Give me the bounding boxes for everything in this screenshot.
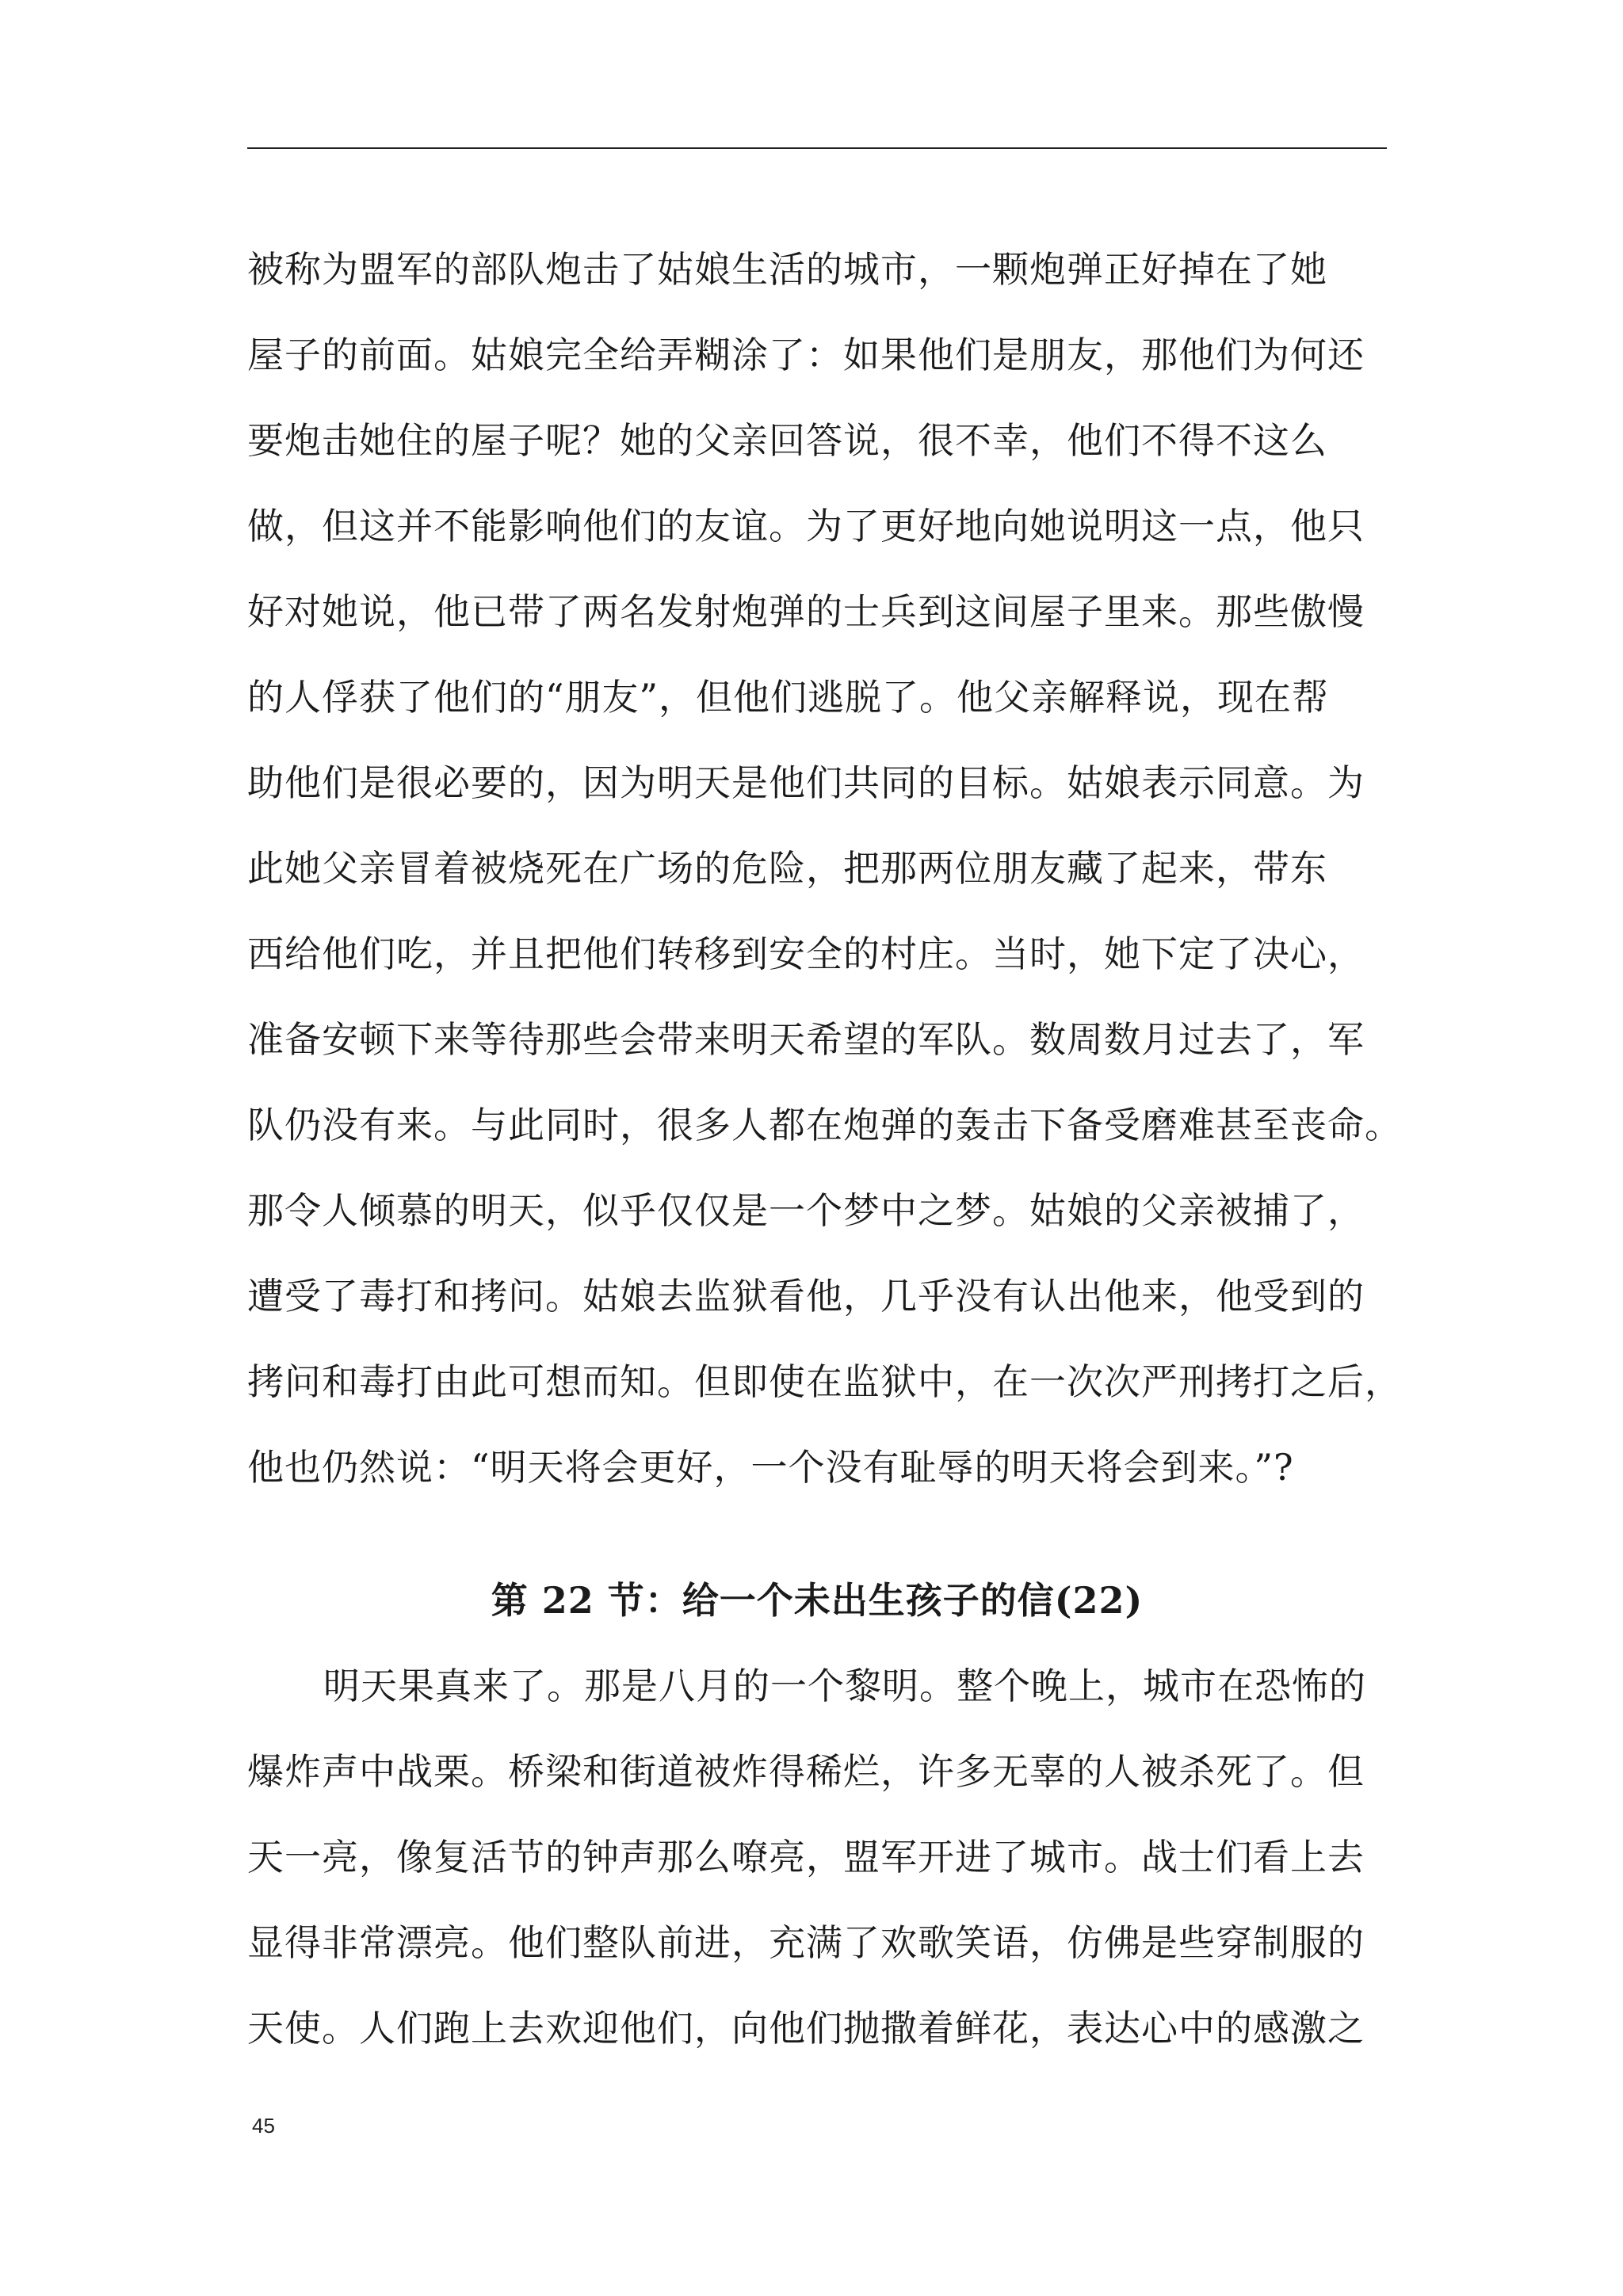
text-line: 西给他们吃，并且把他们转移到安全的村庄。当时，她下定了决心， (247, 933, 1365, 975)
section-heading: 第 22 节：给一个未出生孩子的信(22) (491, 1579, 1144, 1622)
text-line: 做，但这并不能影响他们的友谊。为了更好地向她说明这一点，他只 (247, 505, 1365, 547)
text-line: 遭受了毒打和拷问。姑娘去监狱看他，几乎没有认出他来，他受到的 (247, 1275, 1365, 1318)
text-line: 屋子的前面。姑娘完全给弄糊涂了：如果他们是朋友，那他们为何还 (247, 334, 1365, 376)
text-line: 显得非常漂亮。他们整队前进，充满了欢歌笑语，仿佛是些穿制服的 (247, 1921, 1365, 1964)
text-line: 队仍没有来。与此同时，很多人都在炮弹的轰击下备受磨难甚至丧命。 (247, 1104, 1402, 1146)
text-line: 天使。人们跑上去欢迎他们，向他们抛撒着鲜花，表达心中的感激之 (247, 2007, 1365, 2050)
text-line: 要炮击她住的屋子呢？她的父亲回答说，很不幸，他们不得不这么 (247, 419, 1327, 462)
text-line: 那令人倾慕的明天，似乎仅仅是一个梦中之梦。姑娘的父亲被捕了， (247, 1189, 1365, 1232)
text-line: 的人俘获了他们的“朋友”，但他们逃脱了。他父亲解释说，现在帮 (247, 676, 1330, 719)
text-line: 天一亮，像复活节的钟声那么嘹亮，盟军开进了城市。战士们看上去 (247, 1836, 1365, 1878)
text-line: 被称为盟军的部队炮击了姑娘生活的城市，一颗炮弹正好掉在了她 (247, 248, 1327, 291)
header-rule (247, 147, 1387, 149)
text-line: 他也仍然说：“明天将会更好，一个没有耻辱的明天将会到来。”? (247, 1446, 1294, 1489)
text-line: 此她父亲冒着被烧死在广场的危险，把那两位朋友藏了起来，带东 (247, 847, 1327, 890)
text-line: 助他们是很必要的，因为明天是他们共同的目标。姑娘表示同意。为 (247, 761, 1365, 804)
text-line: 好对她说，他已带了两名发射炮弹的士兵到这间屋子里来。那些傲慢 (247, 590, 1365, 633)
text-line: 拷问和毒打由此可想而知。但即使在监狱中，在一次次严刑拷打之后， (247, 1360, 1402, 1403)
text-line: 明天果真来了。那是八月的一个黎明。整个晚上，城市在恐怖的 (323, 1665, 1366, 1707)
page-number: 45 (252, 2114, 275, 2138)
text-line: 准备安顿下来等待那些会带来明天希望的军队。数周数月过去了，军 (247, 1018, 1365, 1061)
text-line: 爆炸声中战栗。桥梁和街道被炸得稀烂，许多无辜的人被杀死了。但 (247, 1750, 1365, 1793)
